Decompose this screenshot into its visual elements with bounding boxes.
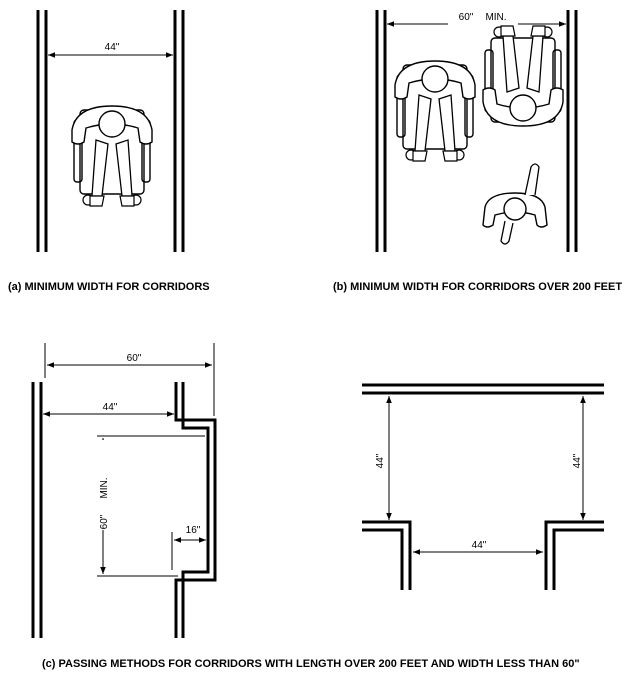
left-clearance-label: 44" [375,453,386,469]
figure-c-left [33,343,215,638]
width-label-a: 44" [104,42,120,53]
wheelchair-user-icon-2 [483,26,563,126]
wheelchair-user-icon-1 [395,61,475,161]
overall-width-label: 60" [126,353,142,364]
corridor-walls-c-right [362,385,604,590]
caption-a: (a) MINIMUM WIDTH FOR CORRIDORS [8,281,210,293]
figure-c-right [362,385,604,590]
walking-person-icon [483,164,547,244]
caption-b: (b) MINIMUM WIDTH FOR CORRIDORS OVER 200 FEET [333,281,623,293]
right-clearance-label: 44" [572,453,583,469]
width-label-b: 60" [458,12,474,23]
alcove-depth-label: 16" [185,525,201,536]
figure-a [8,10,210,293]
figure-b [333,10,622,293]
corridor-width-label: 44" [102,402,118,413]
corridor-walls-c-left [33,382,215,638]
min-label-b: MIN. [485,12,507,23]
bottom-clearance-label: 44" [471,540,487,551]
caption-c: (c) PASSING METHODS FOR CORRIDORS WITH LENGTH OVER 200 FEET AND WIDTH LESS THAN 60" [42,658,580,670]
passing-length-label: 60" [99,514,110,530]
passing-length-min-label: MIN. [99,477,110,499]
wheelchair-user-icon [72,106,152,206]
